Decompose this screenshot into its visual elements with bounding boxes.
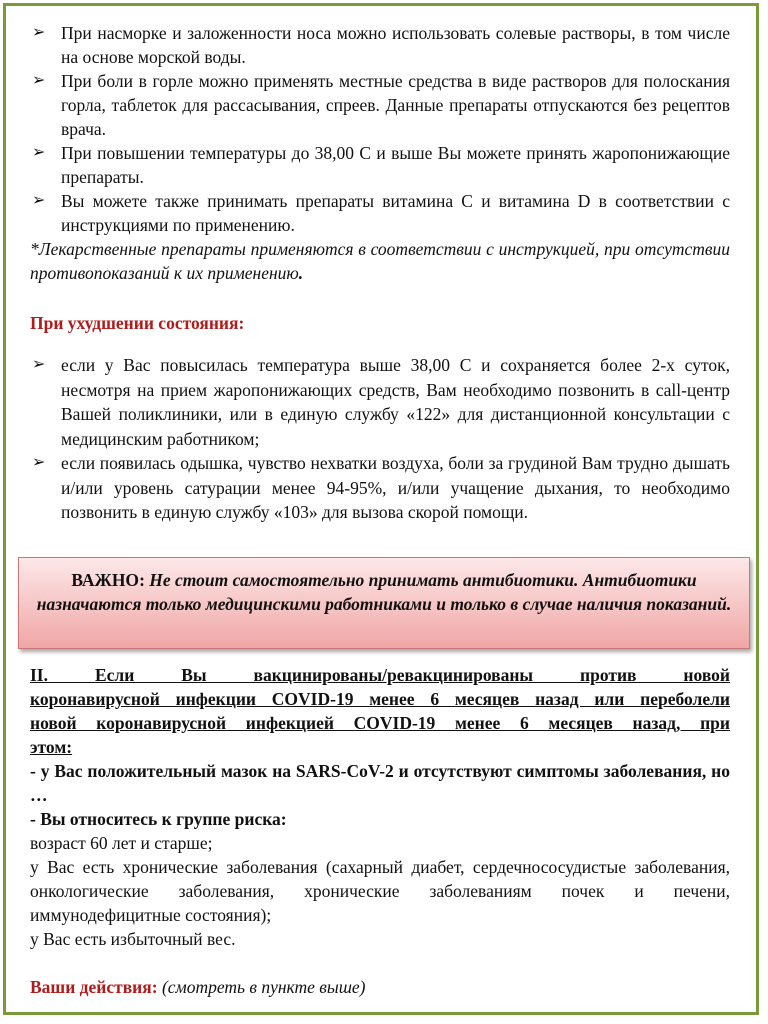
worsening-heading: При ухудшении состояния:	[30, 313, 245, 333]
list-item-vitamins	[30, 189, 730, 237]
list-item-text: если появилась одышка, чувство нехватки воздуха, боли за грудиной Вам трудно дышать и/или уровень сатурации менее 94-95%, и/или учащение дыхания, то необходимо позвонить в единую службу «103» для вызова скорой помощи.	[61, 453, 730, 522]
actions-colon: :	[151, 977, 158, 997]
section-two-heading-line: новой коронавирусной инфекцией COVID-19 менее 6 месяцев назад, при	[30, 713, 730, 733]
list-item-text: Вы можете также принимать препараты витамина С и витамина D в соответствии с инструкциями по применению.	[61, 191, 730, 235]
arrow-bullet-icon: ➢	[32, 356, 46, 373]
actions-label: Ваши действия	[30, 977, 152, 997]
risk-weight: у Вас есть избыточный вес.	[30, 929, 236, 949]
arrow-bullet-icon: ➢	[32, 72, 46, 89]
section-two-heading-line: этом:	[30, 737, 73, 757]
condition-risk-group: - Вы относитесь к группе риска:	[30, 809, 287, 829]
main-content	[30, 21, 730, 525]
warning-text: Не стоит самостоятельно принимать антибиотики. Антибиотики назначаются только медицинскими работниками и только в случае наличия показаний.	[36, 570, 732, 614]
list-item-fever	[30, 141, 730, 189]
warning-box	[18, 557, 750, 649]
note-tail: .	[298, 263, 304, 283]
risk-age: возраст 60 лет и старше;	[30, 833, 213, 853]
actions-line	[30, 975, 730, 999]
section-two	[30, 663, 730, 999]
worsening-list	[30, 353, 730, 525]
risk-chronic: у Вас есть хронические заболевания (сахарный диабет, сердечнососудистые заболевания, онкологические заболевания, хронические заболеваниям почек и печени, иммунодефицитные состояния);	[30, 857, 730, 925]
section-two-heading-line: II. Если Вы вакцинированы/ревакцинированы против новой	[30, 665, 730, 685]
list-item-throat	[30, 69, 730, 141]
list-item-text: При насморке и заложенности носа можно использовать солевые растворы, в том числе на основе морской воды.	[61, 23, 730, 67]
list-item-saline	[30, 21, 730, 69]
medication-note	[30, 237, 730, 285]
arrow-bullet-icon: ➢	[32, 454, 46, 471]
warning-label: ВАЖНО	[71, 570, 140, 590]
warning-colon: :	[139, 570, 145, 590]
arrow-bullet-icon: ➢	[32, 24, 46, 41]
list-item-text: если у Вас повысилась температура выше 38,00 С и сохраняется более 2-х суток, несмотря на прием жаропонижающих средств, Вам необходимо позвонить в call-центр Вашей поликлиники, или в единую службу «122» для дистанционной консультации с медицинским работником;	[61, 355, 730, 449]
note-text: *Лекарственные препараты применяются в соответствии с инструкцией, при отсутствии противопоказаний к их применению	[30, 239, 730, 283]
list-item-high-fever	[30, 353, 730, 451]
arrow-bullet-icon: ➢	[32, 192, 46, 209]
section-two-heading-line: коронавирусной инфекции COVID-19 менее 6 месяцев назад или переболели	[30, 689, 730, 709]
list-item-text: При повышении температуры до 38,00 С и выше Вы можете принять жаропонижающие препараты.	[61, 143, 730, 187]
arrow-bullet-icon: ➢	[32, 144, 46, 161]
actions-value: (смотреть в пункте выше)	[161, 977, 366, 997]
list-item-dyspnea	[30, 451, 730, 525]
list-item-text: При боли в горле можно применять местные средства в виде растворов для полоскания горла, таблеток для рассасывания, спреев. Данные препараты отпускаются без рецептов врача.	[61, 71, 730, 139]
condition-positive-swab: - у Вас положительный мазок на SARS-CoV-2 и отсутствуют симптомы заболевания, но …	[30, 761, 730, 805]
